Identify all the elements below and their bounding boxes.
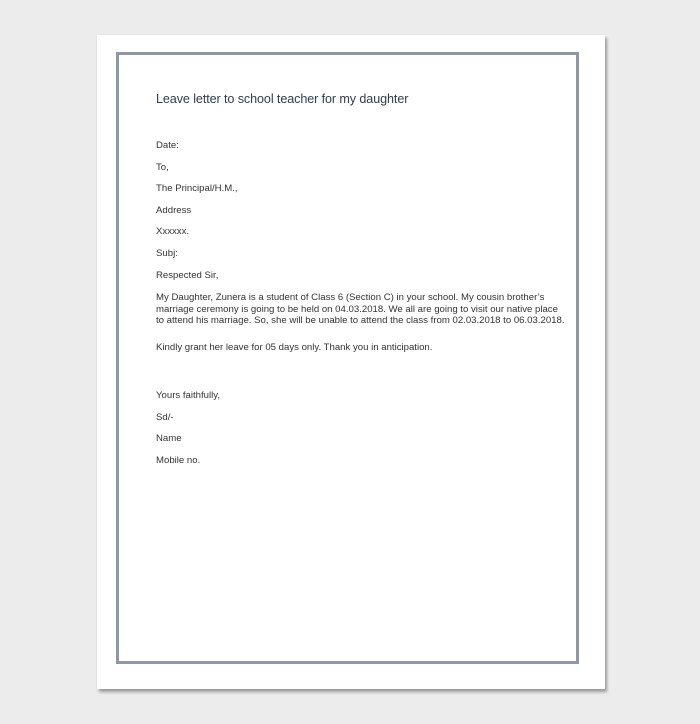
address-placeholder-line: Xxxxxx.: [156, 226, 190, 237]
address-line: Address: [156, 205, 192, 216]
name-line: Name: [156, 433, 182, 444]
letter-title: Leave letter to school teacher for my daughter: [156, 92, 409, 106]
document-page: [97, 35, 605, 689]
body-line: to attend his marriage. So, she will be unable to attend the class from 02.03.2018 to 06.03.2018.: [156, 315, 565, 327]
body-line: marriage ceremony is going to be held on 04.03.2018. We all are going to visit our native place: [156, 303, 558, 315]
to-line: To,: [156, 162, 169, 173]
page-border-frame: [116, 52, 579, 664]
subject-line: Subj:: [156, 248, 178, 259]
mobile-line: Mobile no.: [156, 455, 201, 466]
closing-line: Yours faithfully,: [156, 390, 220, 401]
date-line: Date:: [156, 140, 179, 151]
body-line: My Daughter, Zunera is a student of Class 6 (Section C) in your school. My cousin brother’s: [156, 292, 545, 303]
recipient-line: The Principal/H.M.,: [156, 183, 238, 194]
salutation-line: Respected Sir,: [156, 270, 219, 281]
body-paragraph: [156, 292, 565, 327]
request-line: Kindly grant her leave for 05 days only. Thank you in anticipation.: [156, 342, 433, 353]
signature-line: Sd/-: [156, 412, 174, 423]
